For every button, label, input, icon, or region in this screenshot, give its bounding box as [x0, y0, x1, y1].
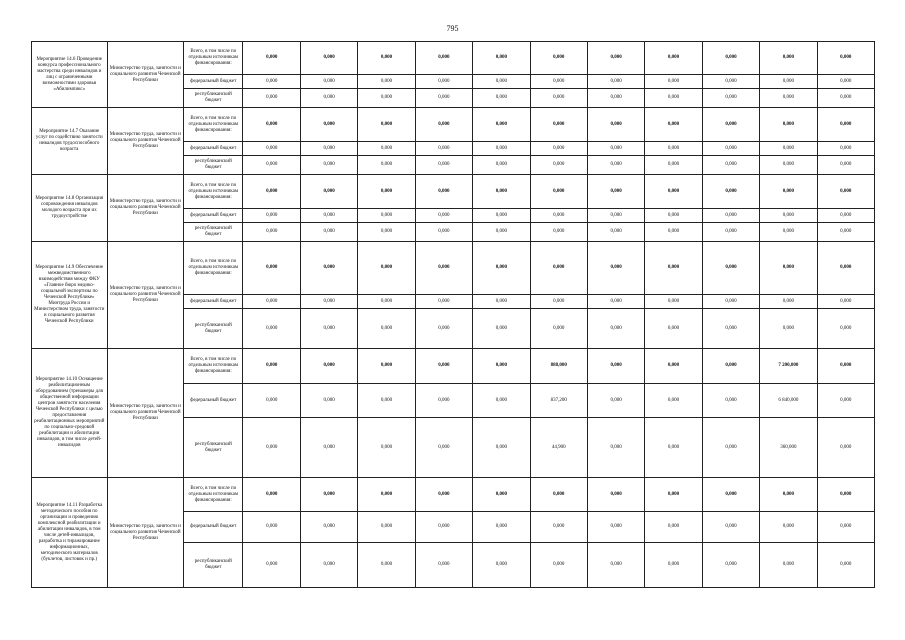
value-cell: 0,000: [415, 89, 472, 108]
value-cell: 0,000: [473, 42, 530, 75]
value-cell: 0,000: [530, 512, 587, 543]
value-cell: 0,000: [587, 478, 644, 512]
value-cell: 0,000: [645, 89, 702, 108]
funding-source-cell: республиканский бюджет: [184, 223, 243, 242]
value-cell: 0,000: [243, 175, 300, 209]
value-cell: 0,000: [817, 295, 874, 309]
table-row: [32, 349, 875, 384]
value-cell: 0,000: [702, 42, 759, 75]
table-row: [32, 175, 875, 209]
page-number: 795: [446, 24, 459, 33]
value-cell: 0,000: [587, 295, 644, 309]
value-cell: 0,000: [817, 418, 874, 478]
value-cell: 0,000: [702, 223, 759, 242]
value-cell: 0,000: [702, 349, 759, 384]
value-cell: 0,000: [530, 209, 587, 223]
funding-source-cell: Всего, в том числе по отдельным источникам финансирования:: [184, 349, 243, 384]
value-cell: 0,000: [760, 142, 817, 156]
value-cell: 7 200,000: [760, 349, 817, 384]
value-cell: 0,000: [587, 209, 644, 223]
value-cell: 0,000: [358, 543, 415, 588]
value-cell: 0,000: [702, 108, 759, 142]
value-cell: 0,000: [243, 223, 300, 242]
value-cell: 0,000: [530, 223, 587, 242]
value-cell: 0,000: [358, 156, 415, 175]
value-cell: 0,000: [243, 75, 300, 89]
value-cell: 0,000: [587, 242, 644, 295]
value-cell: 0,000: [473, 242, 530, 295]
value-cell: 0,000: [702, 175, 759, 209]
responsible-cell: Министерство труда, занятости и социального развития Чеченской Республики: [107, 108, 184, 175]
value-cell: 0,000: [817, 223, 874, 242]
value-cell: 0,000: [530, 142, 587, 156]
value-cell: 0,000: [300, 349, 357, 384]
funding-source-cell: Всего, в том числе по отдельным источникам финансирования:: [184, 42, 243, 75]
value-cell: 0,000: [530, 108, 587, 142]
value-cell: 0,000: [530, 89, 587, 108]
value-cell: 0,000: [358, 309, 415, 349]
value-cell: 0,000: [645, 512, 702, 543]
value-cell: 0,000: [300, 142, 357, 156]
table-row: [32, 478, 875, 512]
value-cell: 0,000: [243, 242, 300, 295]
value-cell: 0,000: [300, 543, 357, 588]
value-cell: 0,000: [760, 242, 817, 295]
table-row: [32, 42, 875, 75]
value-cell: 0,000: [473, 309, 530, 349]
value-cell: 0,000: [702, 209, 759, 223]
value-cell: 0,000: [760, 512, 817, 543]
value-cell: 0,000: [415, 142, 472, 156]
value-cell: 0,000: [358, 418, 415, 478]
value-cell: 0,000: [243, 108, 300, 142]
value-cell: 0,000: [415, 543, 472, 588]
responsible-cell: Министерство труда, занятости и социального развития Чеченской Республики: [107, 42, 184, 108]
value-cell: 888,000: [530, 349, 587, 384]
value-cell: 0,000: [300, 384, 357, 418]
value-cell: 0,000: [415, 295, 472, 309]
value-cell: 0,000: [530, 42, 587, 75]
value-cell: 0,000: [300, 42, 357, 75]
value-cell: 0,000: [473, 89, 530, 108]
value-cell: 0,000: [530, 295, 587, 309]
funding-source-cell: республиканский бюджет: [184, 309, 243, 349]
value-cell: 0,000: [415, 478, 472, 512]
value-cell: 0,000: [587, 349, 644, 384]
value-cell: 0,000: [760, 543, 817, 588]
value-cell: 0,000: [702, 512, 759, 543]
value-cell: 0,000: [473, 512, 530, 543]
value-cell: 0,000: [473, 223, 530, 242]
value-cell: 0,000: [358, 478, 415, 512]
funding-source-cell: федеральный бюджет: [184, 295, 243, 309]
responsible-cell: Министерство труда, занятости и социального развития Чеченской Республики: [107, 349, 184, 478]
value-cell: 0,000: [358, 512, 415, 543]
value-cell: 0,000: [243, 478, 300, 512]
value-cell: 0,000: [817, 384, 874, 418]
value-cell: 0,000: [645, 209, 702, 223]
value-cell: 0,000: [817, 543, 874, 588]
value-cell: 0,000: [645, 418, 702, 478]
value-cell: 0,000: [358, 175, 415, 209]
value-cell: 0,000: [645, 142, 702, 156]
value-cell: 0,000: [415, 108, 472, 142]
value-cell: 0,000: [415, 156, 472, 175]
value-cell: 0,000: [645, 42, 702, 75]
value-cell: 0,000: [702, 89, 759, 108]
event-name-cell: Мероприятие 14.7 Оказание услуг по содействию занятости инвалидов трудоспособного возраста: [32, 108, 108, 175]
value-cell: 0,000: [587, 512, 644, 543]
funding-source-cell: Всего, в том числе по отдельным источникам финансирования:: [184, 108, 243, 142]
value-cell: 0,000: [760, 175, 817, 209]
value-cell: 0,000: [645, 156, 702, 175]
event-name-cell: Мероприятие 14.10 Оснащение реабилитационным оборудованием (тренажеры для общественной информации центров занятости населения Чеченской Республики с целью предоставления реабилитационных мероприятий по социально-средовой реабилитации и абилитации инвалидов, в том числе детей-инвалидов: [32, 349, 108, 478]
value-cell: 0,000: [817, 309, 874, 349]
value-cell: 0,000: [415, 384, 472, 418]
value-cell: 0,000: [817, 242, 874, 295]
event-name-cell: Мероприятие 14.9 Обеспечение межведомственного взаимодействия между ФКУ «Главное бюро медико-социальной экспертизы по Чеченской Республике» Минтруда России и Министерством труда, занятости и социального развития Чеченской Республики: [32, 242, 108, 349]
value-cell: 0,000: [300, 309, 357, 349]
value-cell: 0,000: [817, 142, 874, 156]
value-cell: 0,000: [645, 242, 702, 295]
value-cell: 0,000: [587, 75, 644, 89]
value-cell: 0,000: [587, 309, 644, 349]
value-cell: 0,000: [243, 295, 300, 309]
value-cell: 0,000: [358, 384, 415, 418]
value-cell: 0,000: [645, 223, 702, 242]
value-cell: 0,000: [358, 75, 415, 89]
responsible-cell: Министерство труда, занятости и социального развития Чеченской Республики: [107, 478, 184, 588]
value-cell: 44,900: [530, 418, 587, 478]
value-cell: 0,000: [817, 156, 874, 175]
value-cell: 0,000: [415, 512, 472, 543]
value-cell: 0,000: [530, 543, 587, 588]
value-cell: 0,000: [645, 75, 702, 89]
value-cell: 0,000: [817, 42, 874, 75]
value-cell: 0,000: [760, 209, 817, 223]
value-cell: 0,000: [473, 384, 530, 418]
value-cell: 0,000: [415, 242, 472, 295]
value-cell: 0,000: [415, 175, 472, 209]
value-cell: 0,000: [415, 42, 472, 75]
value-cell: 0,000: [300, 156, 357, 175]
value-cell: 0,000: [817, 89, 874, 108]
value-cell: 0,000: [587, 384, 644, 418]
value-cell: 0,000: [300, 75, 357, 89]
value-cell: 0,000: [760, 108, 817, 142]
value-cell: 0,000: [415, 309, 472, 349]
value-cell: 0,000: [473, 209, 530, 223]
value-cell: 0,000: [702, 142, 759, 156]
value-cell: 0,000: [645, 175, 702, 209]
value-cell: 0,000: [300, 295, 357, 309]
value-cell: 0,000: [530, 242, 587, 295]
value-cell: 0,000: [760, 295, 817, 309]
value-cell: 0,000: [587, 156, 644, 175]
value-cell: 0,000: [702, 242, 759, 295]
value-cell: 0,000: [587, 42, 644, 75]
value-cell: 0,000: [587, 108, 644, 142]
value-cell: 0,000: [760, 42, 817, 75]
value-cell: 0,000: [645, 295, 702, 309]
value-cell: 0,000: [243, 42, 300, 75]
value-cell: 0,000: [358, 108, 415, 142]
value-cell: 0,000: [702, 478, 759, 512]
funding-source-cell: федеральный бюджет: [184, 512, 243, 543]
value-cell: 0,000: [243, 156, 300, 175]
value-cell: 0,000: [300, 512, 357, 543]
value-cell: 0,000: [300, 242, 357, 295]
value-cell: 0,000: [645, 478, 702, 512]
table-body: [32, 42, 875, 588]
value-cell: 0,000: [358, 223, 415, 242]
value-cell: 0,000: [243, 309, 300, 349]
value-cell: 0,000: [587, 543, 644, 588]
value-cell: 0,000: [702, 295, 759, 309]
value-cell: 0,000: [760, 156, 817, 175]
value-cell: 0,000: [415, 349, 472, 384]
value-cell: 0,000: [358, 349, 415, 384]
value-cell: 0,000: [530, 175, 587, 209]
budget-table: [31, 41, 875, 588]
value-cell: 0,000: [817, 209, 874, 223]
value-cell: 0,000: [300, 478, 357, 512]
value-cell: 0,000: [300, 223, 357, 242]
value-cell: 0,000: [817, 75, 874, 89]
value-cell: 0,000: [760, 478, 817, 512]
value-cell: 0,000: [702, 309, 759, 349]
value-cell: 0,000: [817, 478, 874, 512]
event-name-cell: Мероприятие 14.6 Проведение конкурса профессионального мастерства среди инвалидов и лиц с ограниченными возможностями здоровья «Абилимпикс»: [32, 42, 108, 108]
funding-source-cell: республиканский бюджет: [184, 543, 243, 588]
value-cell: 0,000: [645, 543, 702, 588]
value-cell: 0,000: [358, 89, 415, 108]
value-cell: 0,000: [473, 295, 530, 309]
funding-source-cell: федеральный бюджет: [184, 384, 243, 418]
funding-source-cell: федеральный бюджет: [184, 209, 243, 223]
value-cell: 0,000: [473, 543, 530, 588]
value-cell: 0,000: [760, 309, 817, 349]
value-cell: 0,000: [300, 175, 357, 209]
value-cell: 0,000: [473, 175, 530, 209]
value-cell: 0,000: [530, 478, 587, 512]
value-cell: 0,000: [587, 89, 644, 108]
value-cell: 0,000: [645, 384, 702, 418]
value-cell: 0,000: [358, 42, 415, 75]
value-cell: 0,000: [243, 209, 300, 223]
value-cell: 0,000: [415, 418, 472, 478]
value-cell: 0,000: [415, 75, 472, 89]
value-cell: 0,000: [473, 156, 530, 175]
funding-source-cell: федеральный бюджет: [184, 142, 243, 156]
value-cell: 0,000: [473, 142, 530, 156]
value-cell: 0,000: [760, 75, 817, 89]
value-cell: 0,000: [587, 175, 644, 209]
value-cell: 0,000: [760, 223, 817, 242]
event-name-cell: Мероприятие 14.11 Разработка методического пособия по организации и проведению комплексной реабилитации и абилитации инвалидов, в том числе детей-инвалидов, разработка и тиражирование информационных, методического материалов (буклетов, листовок и пр.): [32, 478, 108, 588]
funding-source-cell: Всего, в том числе по отдельным источникам финансирования:: [184, 175, 243, 209]
value-cell: 0,000: [817, 108, 874, 142]
event-name-cell: Мероприятие 14.8 Организация сопровождения инвалидов молодого возраста при их трудоустройстве: [32, 175, 108, 242]
value-cell: 0,000: [817, 349, 874, 384]
value-cell: 0,000: [243, 418, 300, 478]
value-cell: 0,000: [300, 209, 357, 223]
value-cell: 0,000: [645, 309, 702, 349]
value-cell: 0,000: [300, 108, 357, 142]
value-cell: 0,000: [587, 223, 644, 242]
value-cell: 0,000: [243, 384, 300, 418]
value-cell: 0,000: [243, 349, 300, 384]
value-cell: 0,000: [702, 384, 759, 418]
value-cell: 0,000: [702, 418, 759, 478]
value-cell: 0,000: [243, 543, 300, 588]
value-cell: 0,000: [473, 349, 530, 384]
value-cell: 0,000: [358, 295, 415, 309]
value-cell: 0,000: [587, 418, 644, 478]
value-cell: 6 840,000: [760, 384, 817, 418]
value-cell: 0,000: [415, 223, 472, 242]
value-cell: 360,000: [760, 418, 817, 478]
value-cell: 0,000: [645, 108, 702, 142]
value-cell: 0,000: [300, 418, 357, 478]
value-cell: 0,000: [530, 156, 587, 175]
value-cell: 0,000: [243, 89, 300, 108]
table-row: [32, 108, 875, 142]
value-cell: 0,000: [473, 478, 530, 512]
value-cell: 0,000: [358, 142, 415, 156]
value-cell: 0,000: [243, 142, 300, 156]
value-cell: 0,000: [817, 175, 874, 209]
value-cell: 0,000: [243, 512, 300, 543]
funding-source-cell: республиканский бюджет: [184, 156, 243, 175]
value-cell: 0,000: [645, 349, 702, 384]
value-cell: 837,200: [530, 384, 587, 418]
value-cell: 0,000: [473, 418, 530, 478]
funding-source-cell: республиканский бюджет: [184, 418, 243, 478]
value-cell: 0,000: [530, 75, 587, 89]
value-cell: 0,000: [358, 242, 415, 295]
value-cell: 0,000: [473, 108, 530, 142]
value-cell: 0,000: [587, 142, 644, 156]
value-cell: 0,000: [530, 309, 587, 349]
funding-source-cell: федеральный бюджет: [184, 75, 243, 89]
value-cell: 0,000: [702, 543, 759, 588]
funding-source-cell: республиканский бюджет: [184, 89, 243, 108]
value-cell: 0,000: [702, 156, 759, 175]
value-cell: 0,000: [473, 75, 530, 89]
value-cell: 0,000: [300, 89, 357, 108]
funding-source-cell: Всего, в том числе по отдельным источникам финансирования:: [184, 478, 243, 512]
funding-source-cell: Всего, в том числе по отдельным источникам финансирования:: [184, 242, 243, 295]
table-row: [32, 242, 875, 295]
value-cell: 0,000: [358, 209, 415, 223]
value-cell: 0,000: [760, 89, 817, 108]
value-cell: 0,000: [817, 512, 874, 543]
value-cell: 0,000: [415, 209, 472, 223]
responsible-cell: Министерство труда, занятости и социального развития Чеченской Республики: [107, 242, 184, 349]
value-cell: 0,000: [702, 75, 759, 89]
responsible-cell: Министерство труда, занятости и социального развития Чеченской Республики: [107, 175, 184, 242]
